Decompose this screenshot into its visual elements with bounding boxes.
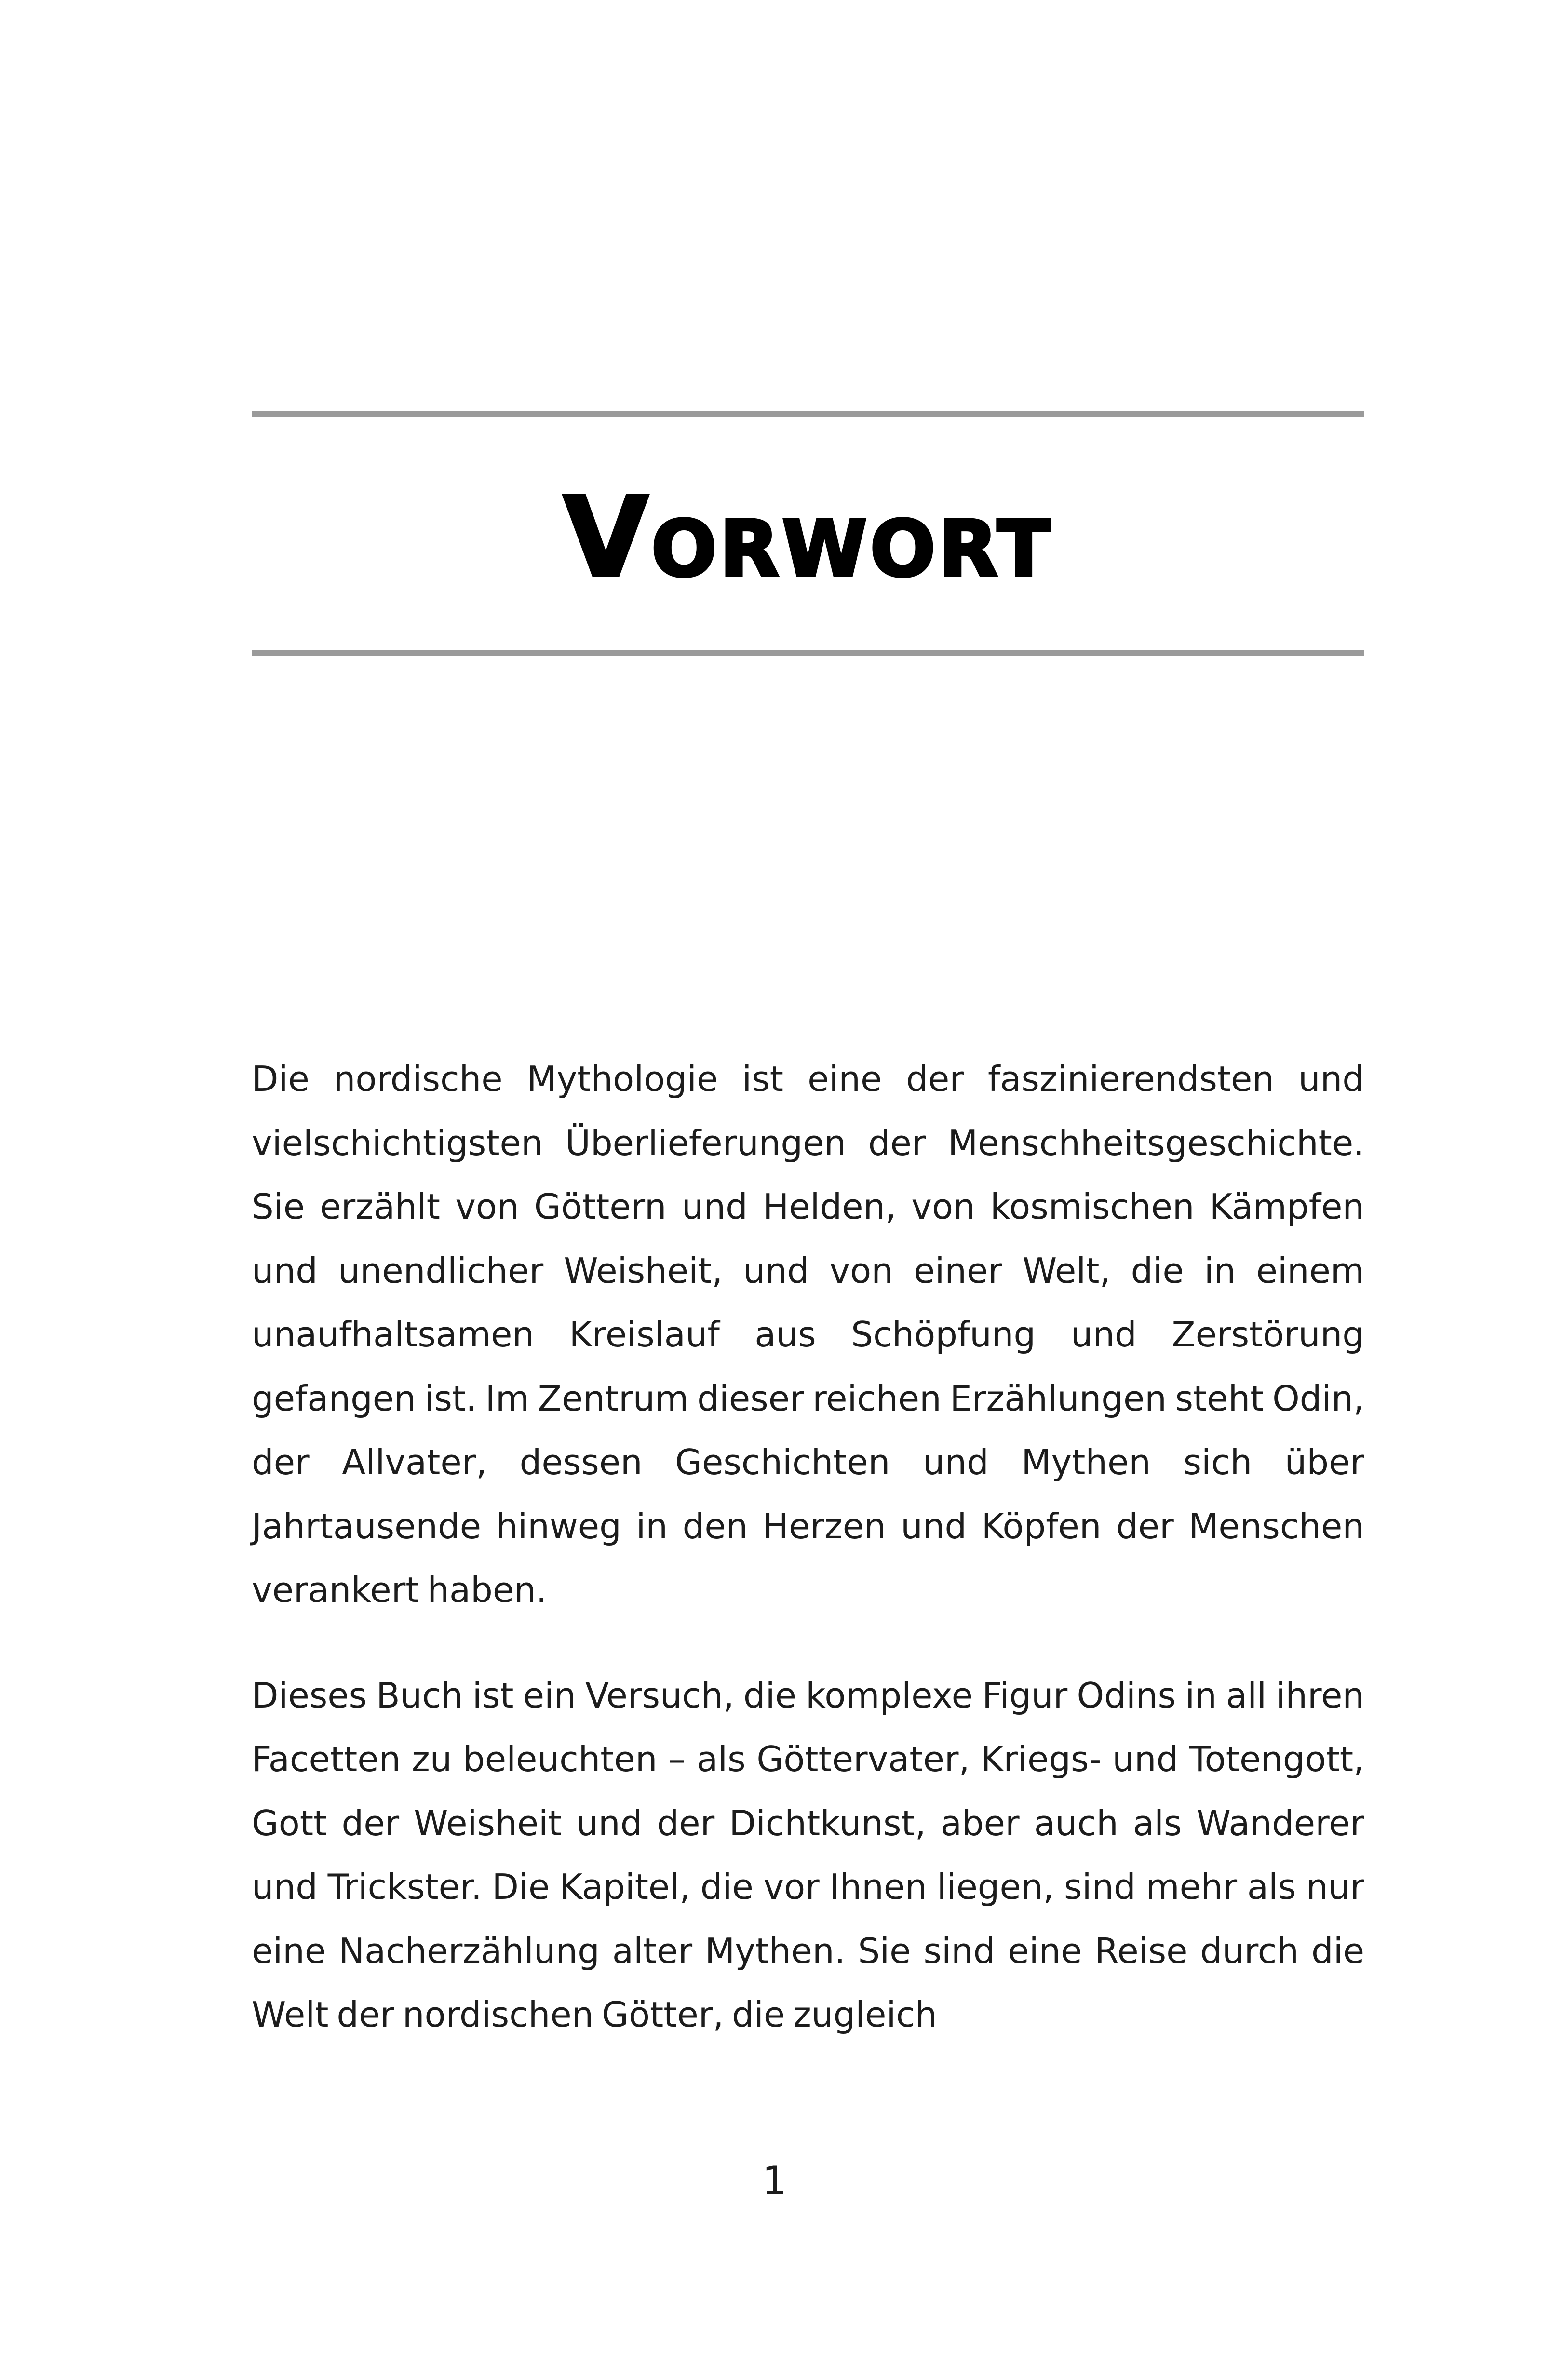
paragraph-1: Die nordische Mythologie ist eine der faszinierendsten und vielschichtigsten Überlieferungen der Menschheitsgeschichte. Sie erzählt von Göttern und Helden, von kosmischen Kämpfen und unendlicher Weisheit, und von einer Welt, die in einem unaufhaltsamen Kreislauf aus Schöpfung und Zerstörung gefangen ist. Im Zentrum dieser reichen Erzählungen steht Odin, der Allvater, dessen Geschichten und Mythen sich über Jahrtausende hinweg in den Herzen und Köpfen der Menschen verankert haben.	[252, 1059, 1364, 1610]
body-text	[252, 1047, 1364, 2088]
chapter-title: Vorwort	[563, 473, 1053, 602]
page-number: 1	[762, 2158, 787, 2203]
title-rule-top	[252, 411, 1364, 417]
paragraph-2: Dieses Buch ist ein Versuch, die komplexe Figur Odins in all ihren Facetten zu beleuchten – als Göttervater, Kriegs- und Totengott, Gott der Weisheit und der Dichtkunst, aber auch als Wanderer und Trickster. Die Kapitel, die vor Ihnen liegen, sind mehr als nur eine Nacherzählung alter Mythen. Sie sind eine Reise durch die Welt der nordischen Götter, die zugleich	[252, 1675, 1364, 2035]
title-rule-bottom	[252, 650, 1364, 656]
